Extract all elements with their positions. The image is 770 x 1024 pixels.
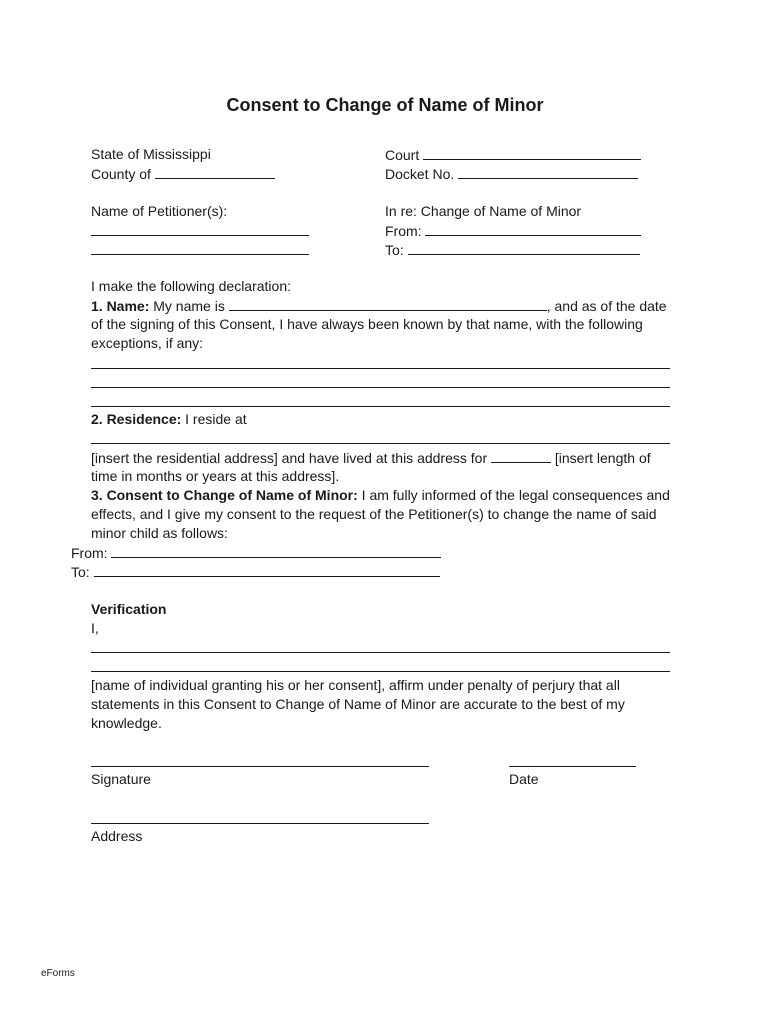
section3-heading: 3. Consent to Change of Name of Minor:	[91, 487, 358, 503]
exceptions-line-2[interactable]	[91, 387, 670, 388]
petitioners-label: Name of Petitioner(s):	[91, 203, 228, 219]
header-to-blank[interactable]	[408, 240, 640, 255]
section1-heading: 1. Name:	[91, 298, 150, 314]
verification-text-1: [name of individual granting his or her consent], affirm under penalty of perjury that all	[91, 677, 620, 693]
header-from-field	[385, 221, 641, 241]
footer-brand: eForms	[41, 968, 75, 979]
name-blank[interactable]	[229, 296, 547, 311]
residence-address-line[interactable]	[91, 443, 670, 444]
court-field	[385, 145, 641, 165]
section1-line3: exceptions, if any:	[91, 335, 204, 351]
state-label: State of Mississippi	[91, 146, 211, 162]
exceptions-line-3[interactable]	[91, 406, 670, 407]
verification-text-2: statements in this Consent to Change of Name of Minor are accurate to the best of my	[91, 696, 625, 712]
petitioner-line-2[interactable]	[91, 254, 309, 255]
section2-line2: time in months or years at this address].	[91, 468, 340, 484]
county-label: County of	[91, 166, 151, 182]
county-blank[interactable]	[155, 164, 275, 179]
section2-heading-line	[91, 410, 247, 429]
page-title: Consent to Change of Name of Minor	[226, 95, 544, 115]
verification-line-1[interactable]	[91, 652, 670, 653]
docket-blank[interactable]	[458, 164, 638, 179]
minor-from-blank[interactable]	[111, 543, 441, 558]
minor-from-field	[71, 543, 441, 563]
header-to-label: To:	[385, 242, 404, 258]
minor-to-label: To:	[71, 564, 90, 580]
length-blank[interactable]	[491, 448, 551, 463]
docket-label: Docket No.	[385, 166, 455, 182]
section2-heading: 2. Residence:	[91, 411, 182, 427]
section2-line1	[91, 448, 651, 468]
address-line[interactable]	[91, 823, 429, 824]
signature-line[interactable]	[91, 766, 429, 767]
exceptions-line-1[interactable]	[91, 368, 670, 369]
minor-to-blank[interactable]	[94, 562, 440, 577]
verification-line-2[interactable]	[91, 671, 670, 672]
section2-line1a: [insert the residential address] and have lived at this address for	[91, 450, 488, 466]
section1-lead: My name is	[153, 298, 225, 314]
court-label: Court	[385, 147, 420, 163]
section1-tail: , and as of the date	[546, 298, 667, 314]
section2-lead: I reside at	[185, 411, 247, 427]
header-from-label: From:	[385, 223, 422, 239]
verification-heading: Verification	[91, 601, 167, 617]
section1-line1	[91, 296, 667, 316]
declaration-intro: I make the following declaration:	[91, 278, 291, 294]
section1-line2: of the signing of this Consent, I have always been known by that name, with the following	[91, 316, 643, 332]
header-to-field	[385, 240, 640, 260]
date-label: Date	[509, 771, 539, 787]
minor-to-field	[71, 562, 440, 582]
section3-line2: effects, and I give my consent to the request of the Petitioner(s) to change the name of said	[91, 506, 657, 522]
petitioner-line-1[interactable]	[91, 235, 309, 236]
signature-label: Signature	[91, 771, 151, 787]
in-re-label: In re: Change of Name of Minor	[385, 203, 582, 219]
court-blank[interactable]	[423, 145, 641, 160]
minor-from-label: From:	[71, 545, 108, 561]
section3-line1	[91, 486, 670, 505]
docket-field	[385, 164, 638, 184]
section2-line1b: [insert length of	[554, 450, 651, 466]
verification-i-label: I,	[91, 620, 99, 636]
address-label: Address	[91, 828, 143, 844]
section3-line3: minor child as follows:	[91, 525, 228, 541]
date-line[interactable]	[509, 766, 636, 767]
verification-text-3: knowledge.	[91, 715, 162, 731]
section3-lead: I am fully informed of the legal consequences and	[361, 487, 670, 503]
header-from-blank[interactable]	[425, 221, 641, 236]
county-field	[91, 164, 275, 184]
